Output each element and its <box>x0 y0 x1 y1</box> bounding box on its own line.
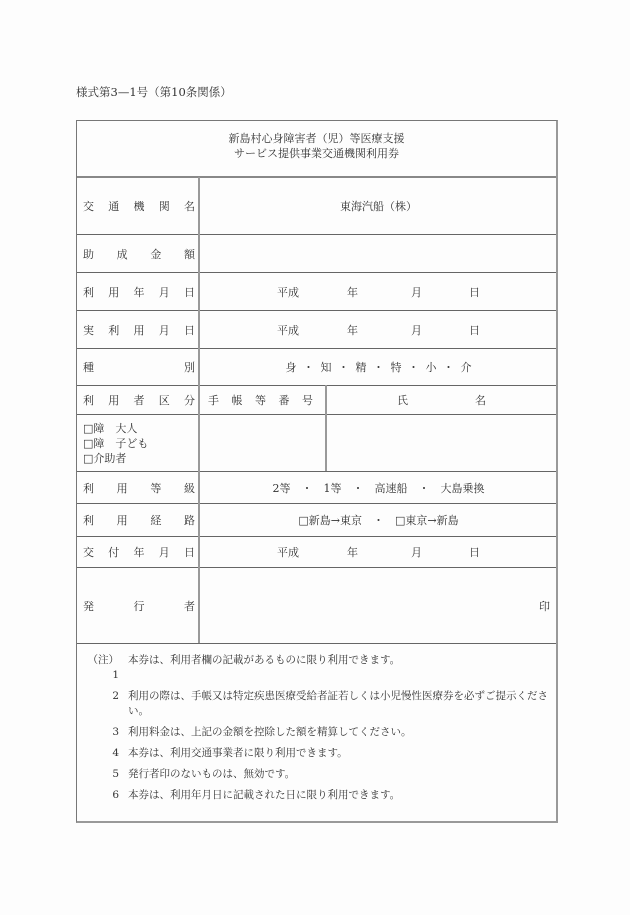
form-title-line1: 新島村心身障害者（児）等医療支援 <box>228 132 405 145</box>
checkbox-child[interactable]: □障 子ども <box>83 437 149 450</box>
notes-prefix: （注） <box>87 654 119 666</box>
label-use-date: 利 用 年 月 日 <box>83 285 195 299</box>
label-actual-date: 実 利 用 月 日 <box>83 323 195 337</box>
column-divider <box>325 385 327 471</box>
label-category: 種 別 <box>83 361 195 374</box>
use-date-field[interactable]: 平成 年 月 日 <box>277 285 480 299</box>
label-issue-date: 交 付 年 月 日 <box>83 546 195 559</box>
category-options[interactable]: 身 ・ 知 ・ 精 ・ 特 ・ 小 ・ 介 <box>285 361 472 374</box>
label-grade: 利 用 等 級 <box>83 481 195 495</box>
form-title <box>77 131 556 161</box>
note-item: 2 利用の際は、手帳又は特定疾患医療受給者証若しくは小児慢性医療券を必ずご提示ください。 <box>112 690 548 717</box>
transport-name-field[interactable]: 東海汽船（株） <box>340 199 417 213</box>
user-class-checkboxes <box>83 421 148 466</box>
issue-date-field[interactable]: 平成 年 月 日 <box>277 546 480 559</box>
form-title-line2: サービス提供事業交通機関利用券 <box>234 147 399 160</box>
label-issuer: 発 行 者 <box>83 599 195 613</box>
label-user-class: 利 用 者 区 分 <box>83 394 195 407</box>
subsidy-amount-field[interactable] <box>201 235 556 272</box>
grade-options[interactable]: 2等 ・ 1等 ・ 高速船 ・ 大島乗換 <box>272 481 485 495</box>
label-route: 利 用 経 路 <box>83 514 195 527</box>
label-subsidy: 助 成 金 額 <box>83 247 195 261</box>
name-field[interactable] <box>328 415 556 471</box>
notes-section <box>83 653 552 809</box>
notebook-number-field[interactable] <box>201 415 325 471</box>
note-item: 4 本券は、利用交通事業者に限り利用できます。 <box>112 747 348 759</box>
label-notebook-number: 手 帳 等 番 号 <box>208 394 313 407</box>
divider <box>77 643 556 644</box>
route-options[interactable]: □新島→東京 ・ □東京→新島 <box>298 514 459 527</box>
column-divider <box>198 177 200 643</box>
note-item: 6 本券は、利用年月日に記載された日に限り利用できます。 <box>112 789 401 801</box>
ticket-form <box>76 120 558 823</box>
form-number: 様式第3—1号（第10条関係） <box>76 85 232 99</box>
checkbox-adult[interactable]: □障 大人 <box>83 422 138 435</box>
actual-date-field[interactable]: 平成 年 月 日 <box>277 323 480 337</box>
seal-mark: 印 <box>539 599 550 613</box>
note-item: 3 利用料金は、上記の金額を控除した額を精算してください。 <box>112 726 412 738</box>
label-name: 氏 名 <box>397 394 486 407</box>
issuer-field[interactable] <box>201 568 556 643</box>
note-item: 5 発行者印のないものは、無効です。 <box>112 768 296 780</box>
checkbox-caregiver[interactable]: □介助者 <box>83 452 127 465</box>
label-transport: 交 通 機 関 名 <box>83 199 195 213</box>
note-item: （注）1 本券は、利用者欄の記載があるものに限り利用できます。 <box>87 654 401 681</box>
